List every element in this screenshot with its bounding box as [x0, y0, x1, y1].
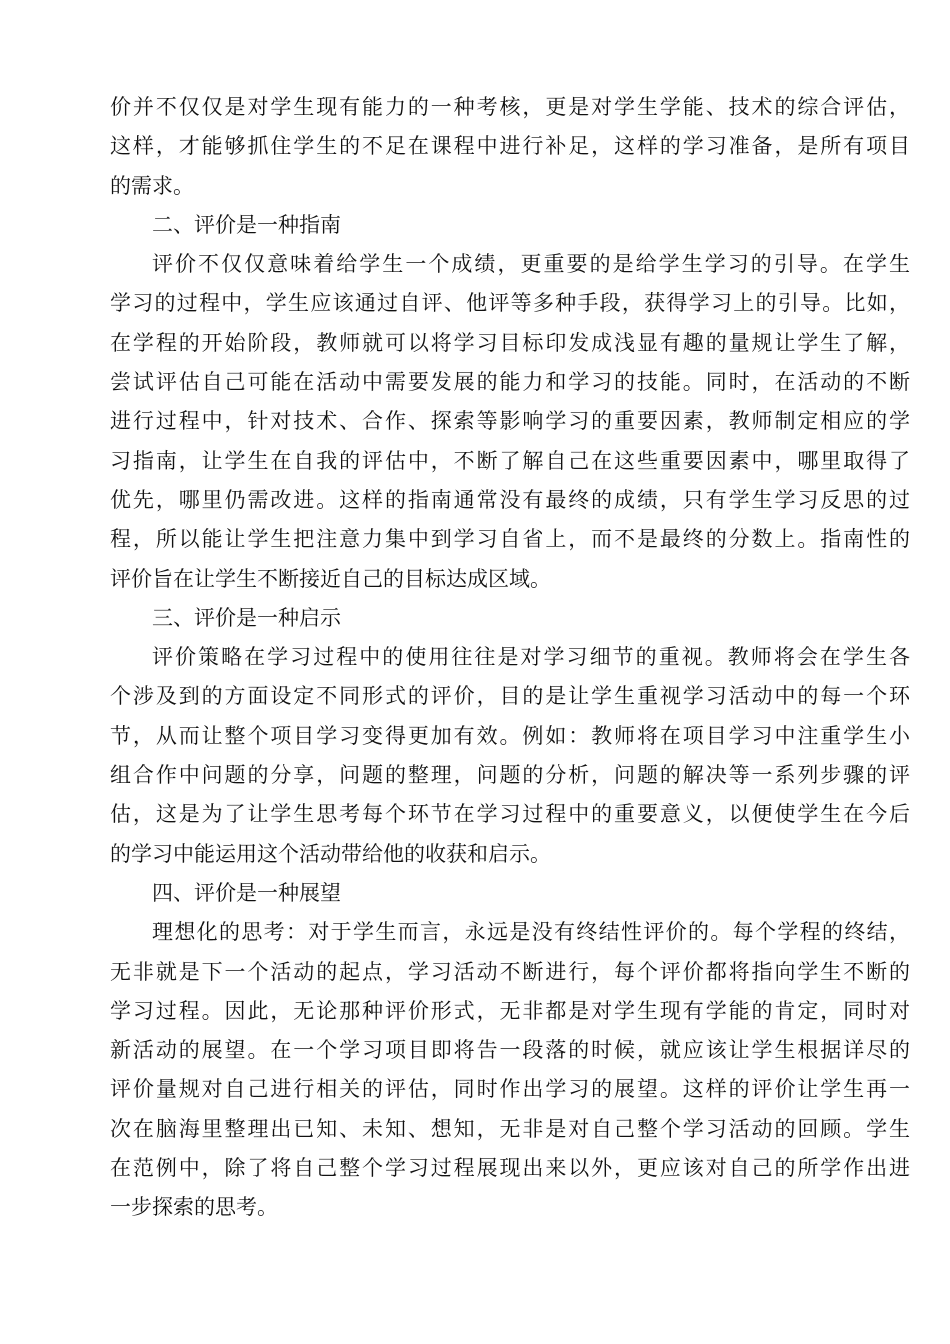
body-line: 价并不仅仅是对学生现有能力的一种考核，更是对学生学能、技术的综合评估，	[110, 95, 910, 119]
body-line: 程，所以能让学生把注意力集中到学习自省上，而不是最终的分数上。指南性的	[110, 527, 910, 552]
section-heading: 三、评价是一种启示	[152, 605, 341, 630]
body-line: 评价旨在让学生不断接近自己的目标达成区域。	[110, 566, 551, 591]
section-heading: 四、评价是一种展望	[152, 880, 341, 905]
body-line: 理想化的思考：对于学生而言，永远是没有终结性评价的。每个学程的终结，	[152, 920, 910, 945]
body-line: 一步探索的思考。	[110, 1195, 278, 1220]
body-line: 学习过程。因此，无论那种评价形式，无非都是对学生现有学能的肯定，同时对	[110, 998, 910, 1023]
body-line: 评价不仅仅意味着给学生一个成绩，更重要的是给学生学习的引导。在学生	[152, 252, 910, 277]
body-line: 习指南，让学生在自我的评估中，不断了解自己在这些重要因素中，哪里取得了	[110, 448, 910, 473]
body-line: 学习的过程中，学生应该通过自评、他评等多种手段，获得学习上的引导。比如，	[110, 291, 910, 316]
body-line: 在范例中，除了将自己整个学习过程展现出来以外，更应该对自己的所学作出进	[110, 1156, 910, 1181]
section-heading: 二、评价是一种指南	[152, 212, 341, 237]
body-line: 评价量规对自己进行相关的评估，同时作出学习的展望。这样的评价让学生再一	[110, 1077, 910, 1102]
body-line: 的学习中能运用这个活动带给他的收获和启示。	[110, 841, 551, 866]
body-line: 优先，哪里仍需改进。这样的指南通常没有最终的成绩，只有学生学习反思的过	[110, 487, 910, 512]
body-line: 组合作中问题的分享，问题的整理，问题的分析，问题的解决等一系列步骤的评	[110, 763, 910, 788]
body-line: 次在脑海里整理出已知、未知、想知，无非是对自己整个学习活动的回顾。学生	[110, 1116, 910, 1141]
body-line: 评价策略在学习过程中的使用往往是对学习细节的重视。教师将会在学生各	[152, 645, 910, 670]
document-page	[110, 88, 910, 1228]
body-line: 无非就是下一个活动的起点，学习活动不断进行，每个评价都将指向学生不断的	[110, 959, 910, 984]
body-line: 尝试评估自己可能在活动中需要发展的能力和学习的技能。同时，在活动的不断	[110, 370, 910, 395]
body-line: 这样，才能够抓住学生的不足在课程中进行补足，这样的学习准备，是所有项目	[110, 134, 910, 159]
body-line: 进行过程中，针对技术、合作、探索等影响学习的重要因素，教师制定相应的学	[110, 409, 910, 434]
body-line: 个涉及到的方面设定不同形式的评价，目的是让学生重视学习活动中的每一个环	[110, 684, 910, 709]
body-line: 节，从而让整个项目学习变得更加有效。例如：教师将在项目学习中注重学生小	[110, 723, 910, 748]
body-line: 在学程的开始阶段，教师就可以将学习目标印发成浅显有趣的量规让学生了解，	[110, 330, 910, 355]
body-line: 新活动的展望。在一个学习项目即将告一段落的时候，就应该让学生根据详尽的	[110, 1038, 910, 1063]
body-line: 的需求。	[110, 173, 194, 198]
body-line: 估，这是为了让学生思考每个环节在学习过程中的重要意义，以便使学生在今后	[110, 802, 910, 827]
